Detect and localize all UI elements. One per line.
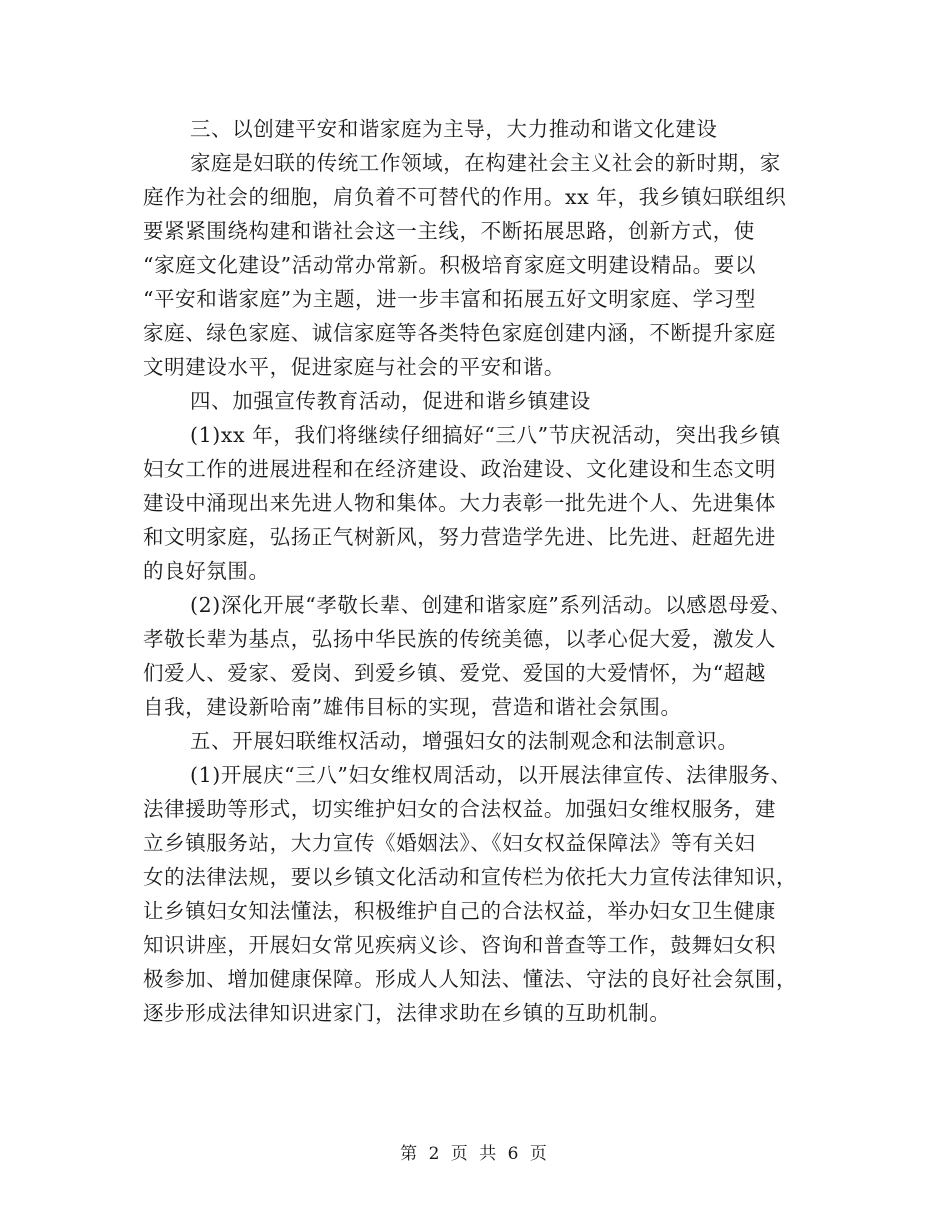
paragraph-line: 要紧紧围绕构建和谐社会这一主线，不断拓展思路，创新方式，使 bbox=[143, 219, 755, 243]
paragraph-line: 文明建设水平，促进家庭与社会的平安和谐。 bbox=[143, 355, 565, 379]
paragraph-line: 的良好氛围。 bbox=[143, 559, 270, 583]
paragraph-line: 自我，建设新哈南”雄伟目标的实现，营造和谐社会氛围。 bbox=[143, 695, 682, 719]
paragraph-line: 立乡镇服务站，大力宣传《婚姻法》、《妇女权益保障法》等有关妇 bbox=[143, 831, 756, 855]
paragraph-line: 建设中涌现出来先进人物和集体。大力表彰一批先进个人、先进集体 bbox=[143, 491, 776, 515]
paragraph-line: (1)开展庆“三八”妇女维权周活动，以开展法律宣传、法律服务、 bbox=[190, 763, 792, 787]
section-heading-3: 三、以创建平安和谐家庭为主导，大力推动和谐文化建设 bbox=[190, 117, 718, 141]
paragraph-line: (1)xx 年，我们将继续仔细搞好“三八”节庆祝活动，突出我乡镇 bbox=[190, 423, 781, 447]
paragraph-line: 孝敬长辈为基点，弘扬中华民族的传统美德，以孝心促大爱，激发人 bbox=[143, 627, 776, 651]
section-heading-4: 四、加强宣传教育活动，促进和谐乡镇建设 bbox=[190, 389, 591, 413]
paragraph-line: 家庭是妇联的传统工作领域，在构建社会主义社会的新时期，家 bbox=[190, 151, 781, 175]
paragraph-line: 女的法律法规，要以乡镇文化活动和宣传栏为依托大力宣传法律知识， bbox=[143, 865, 798, 889]
paragraph-line: “平安和谐家庭”为主题，进一步丰富和拓展五好文明家庭、学习型 bbox=[143, 287, 756, 311]
paragraph-line: 家庭、绿色家庭、诚信家庭等各类特色家庭创建内涵，不断提升家庭 bbox=[143, 321, 776, 345]
page-footer: 第 2 页 共 6 页 bbox=[400, 1144, 550, 1164]
paragraph-line: 逐步形成法律知识进家门，法律求助在乡镇的互助机制。 bbox=[143, 1001, 671, 1025]
paragraph-line: 极参加、增加健康保障。形成人人知法、懂法、守法的良好社会氛围， bbox=[143, 967, 798, 991]
paragraph-line: 和文明家庭，弘扬正气树新风，努力营造学先进、比先进、赶超先进 bbox=[143, 525, 776, 549]
paragraph-line: 妇女工作的进展进程和在经济建设、政治建设、文化建设和生态文明 bbox=[143, 457, 776, 481]
paragraph-line: 让乡镇妇女知法懂法，积极维护自己的合法权益，举办妇女卫生健康 bbox=[143, 899, 776, 923]
paragraph-line: “家庭文化建设”活动常办常新。积极培育家庭文明建设精品。要以 bbox=[143, 253, 756, 277]
paragraph-line: 法律援助等形式，切实维护妇女的合法权益。加强妇女维权服务，建 bbox=[143, 797, 776, 821]
paragraph-line: (2)深化开展“孝敬长辈、创建和谐家庭”系列活动。以感恩母爱、 bbox=[190, 593, 792, 617]
paragraph-line: 庭作为社会的细胞，肩负着不可替代的作用。xx 年，我乡镇妇联组织 bbox=[143, 185, 787, 209]
section-heading-5: 五、开展妇联维权活动，增强妇女的法制观念和法制意识。 bbox=[190, 729, 739, 753]
paragraph-line: 知识讲座，开展妇女常见疾病义诊、咨询和普查等工作，鼓舞妇女积 bbox=[143, 933, 776, 957]
paragraph-line: 们爱人、爱家、爱岗、到爱乡镇、爱党、爱国的大爱情怀，为“超越 bbox=[143, 661, 766, 685]
